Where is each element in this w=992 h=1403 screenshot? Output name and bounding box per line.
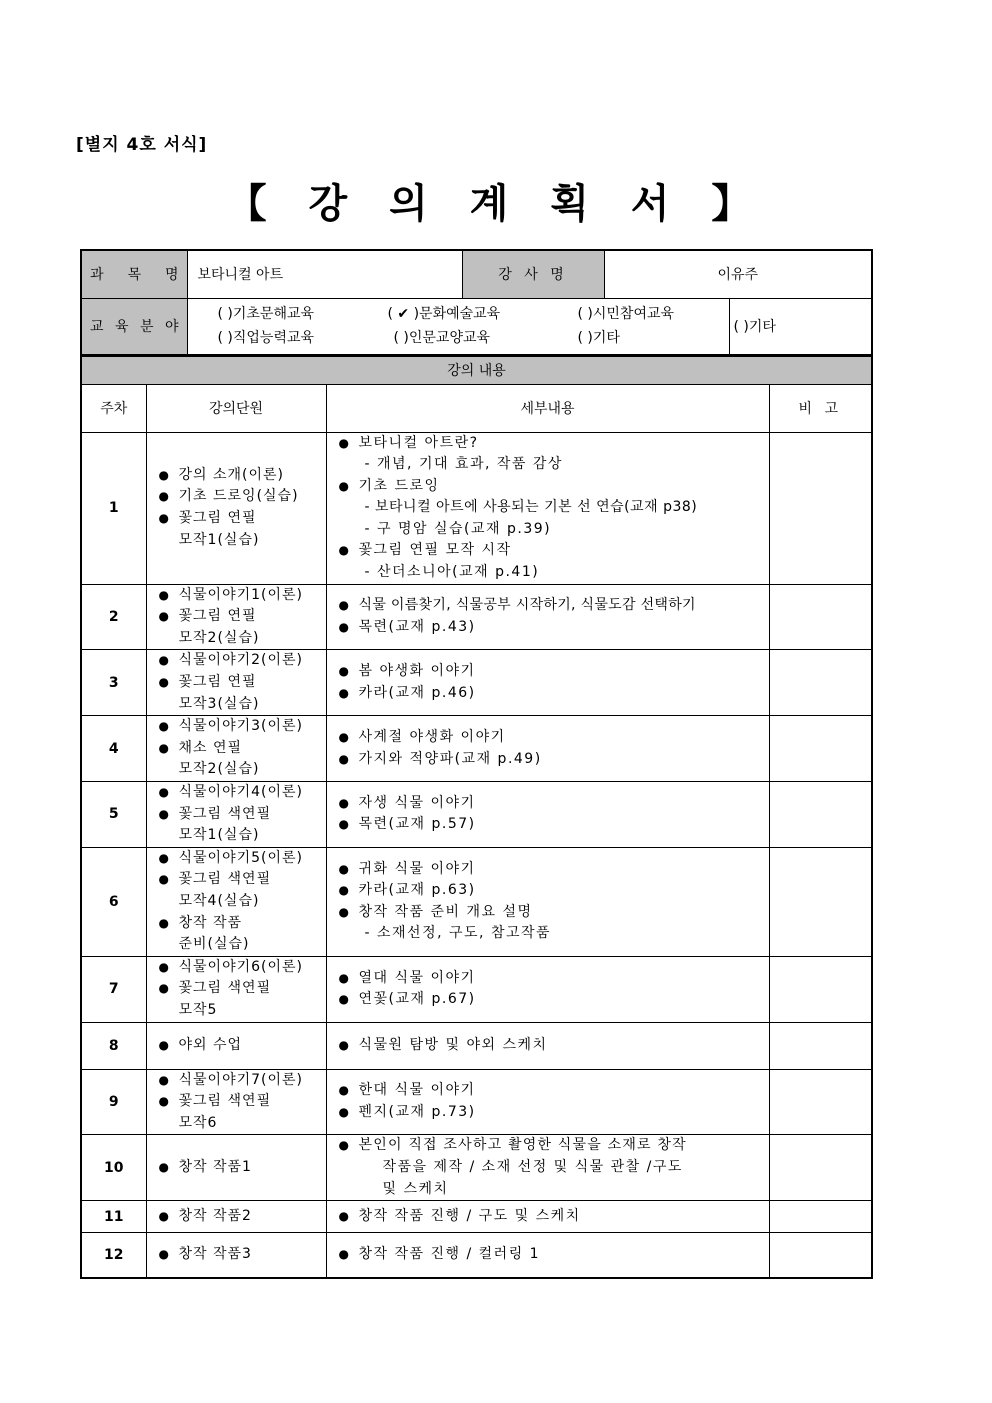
instructor-value: 이유주 <box>604 250 872 298</box>
note-cell <box>769 1022 872 1069</box>
unit-cell <box>146 1069 326 1135</box>
list-item: ● 식물이야기1(이론) <box>159 585 326 607</box>
list-item: 및 스케치 <box>382 1180 449 1197</box>
list-item: ● 목련(교재 p.57) <box>339 814 769 836</box>
week-number: 7 <box>81 956 146 1022</box>
table-row <box>81 650 872 716</box>
table-row <box>81 1135 872 1201</box>
detail-cell <box>326 716 769 782</box>
list-item: ● 창작 작품2 <box>159 1206 326 1228</box>
list-item: 준비(실습) <box>178 936 250 953</box>
week-number: 8 <box>81 1022 146 1069</box>
list-item: ● 자생 식물 이야기 <box>339 793 769 815</box>
list-item: ● 창작 작품 <box>159 913 326 935</box>
page-title: 【 강 의 계 획 서 】 <box>226 181 766 227</box>
table-row <box>81 847 872 956</box>
table-row <box>81 432 872 584</box>
list-item: 모작6 <box>178 1114 218 1131</box>
list-item: ● 한대 식물 이야기 <box>339 1080 769 1102</box>
detail-cell <box>326 1022 769 1069</box>
list-item: ● 꽃그림 색연필 <box>159 869 326 891</box>
detail-cell <box>326 956 769 1022</box>
unit-cell <box>146 716 326 782</box>
list-item: ● 꽃그림 색연필 <box>159 1091 326 1113</box>
note-cell <box>769 956 872 1022</box>
detail-cell <box>326 584 769 650</box>
note-cell <box>769 1233 872 1278</box>
note-cell <box>769 716 872 782</box>
list-item: ● 열대 식물 이야기 <box>339 968 769 990</box>
week-header: 주차 <box>81 384 146 432</box>
week-number: 10 <box>81 1135 146 1201</box>
detail-cell <box>326 1201 769 1233</box>
table-row <box>81 956 872 1022</box>
detail-cell <box>326 782 769 848</box>
list-item: ● 펜지(교재 p.73) <box>339 1102 769 1124</box>
week-number: 5 <box>81 782 146 848</box>
unit-cell <box>146 782 326 848</box>
table-row <box>81 584 872 650</box>
list-item: ● 꽃그림 연필 <box>159 606 326 628</box>
list-item: ● 기초 드로잉(실습) <box>159 486 326 508</box>
list-item: ● 야외 수업 <box>159 1035 326 1057</box>
list-item: ● 강의 소개(이론) <box>159 465 326 487</box>
table-row <box>81 782 872 848</box>
list-item: ● 꽃그림 색연필 <box>159 978 326 1000</box>
week-number: 1 <box>81 432 146 584</box>
week-number: 6 <box>81 847 146 956</box>
list-item: ● 식물이야기7(이론) <box>159 1070 326 1092</box>
list-item: ● 식물이야기3(이론) <box>159 716 326 738</box>
list-item: - 보타니컬 아트에 사용되는 기본 선 연습(교재 p38) <box>364 499 698 516</box>
unit-cell <box>146 432 326 584</box>
week-number: 3 <box>81 650 146 716</box>
unit-cell <box>146 1233 326 1278</box>
note-cell <box>769 1135 872 1201</box>
field-option-other-extra[interactable]: ( )기타 <box>729 298 872 355</box>
unit-cell <box>146 584 326 650</box>
field-option-culture-arts[interactable]: ( ✔ )문화예술교육 <box>387 306 501 323</box>
detail-cell <box>326 650 769 716</box>
course-info-table <box>80 249 873 356</box>
table-row <box>81 1069 872 1135</box>
instructor-label: 강 사 명 <box>462 250 604 298</box>
unit-cell <box>146 1135 326 1201</box>
list-item: - 산더소니아(교재 p.41) <box>364 564 540 581</box>
note-cell <box>769 1201 872 1233</box>
field-option-humanities[interactable]: ( )인문교양교육 <box>393 330 491 347</box>
list-item: ● 창작 작품 준비 개요 설명 <box>339 902 769 924</box>
course-name-value: 보타니컬 아트 <box>187 250 462 298</box>
detail-cell <box>326 1233 769 1278</box>
list-item: ● 채소 연필 <box>159 738 326 760</box>
note-cell <box>769 650 872 716</box>
unit-cell <box>146 847 326 956</box>
unit-cell <box>146 956 326 1022</box>
list-item: ● 연꽃(교재 p.67) <box>339 989 769 1011</box>
education-field-label: 교 육 분 야 <box>81 298 187 355</box>
list-item: 모작1(실습) <box>178 531 260 548</box>
list-item: 모작3(실습) <box>178 695 260 712</box>
list-item: ● 카라(교재 p.63) <box>339 880 769 902</box>
field-option-basic-literacy[interactable]: ( )기초문해교육 <box>217 306 315 323</box>
list-item: ● 꽃그림 색연필 <box>159 804 326 826</box>
field-option-vocational[interactable]: ( )직업능력교육 <box>217 330 315 347</box>
week-number: 12 <box>81 1233 146 1278</box>
note-cell <box>769 847 872 956</box>
list-item: 작품을 제작 / 소재 선정 및 식물 관찰 /구도 <box>382 1159 683 1176</box>
course-name-label: 과 목 명 <box>81 250 187 298</box>
note-cell <box>769 432 872 584</box>
list-item: ● 식물이야기6(이론) <box>159 957 326 979</box>
unit-cell <box>146 1022 326 1069</box>
list-item: ● 식물이야기4(이론) <box>159 782 326 804</box>
field-option-other[interactable]: ( )기타 <box>577 330 620 347</box>
list-item: ● 사계절 야생화 이야기 <box>339 727 769 749</box>
table-row <box>81 716 872 782</box>
note-cell <box>769 584 872 650</box>
education-field-options <box>187 298 729 355</box>
list-item: - 구 명암 실습(교재 p.39) <box>364 520 552 537</box>
list-item: ● 창작 작품 진행 / 컬러링 1 <box>339 1244 769 1266</box>
week-number: 11 <box>81 1201 146 1233</box>
week-number: 9 <box>81 1069 146 1135</box>
list-item: 모작5 <box>178 1001 218 1018</box>
detail-cell <box>326 1069 769 1135</box>
note-cell <box>769 782 872 848</box>
detail-header: 세부내용 <box>326 384 769 432</box>
list-item: ● 목련(교재 p.43) <box>339 617 769 639</box>
list-item: ● 꽃그림 연필 모작 시작 <box>339 540 769 562</box>
unit-cell <box>146 1201 326 1233</box>
list-item: ● 카라(교재 p.46) <box>339 683 769 705</box>
field-option-civic[interactable]: ( )시민참여교육 <box>577 306 675 323</box>
lecture-plan-table <box>80 355 873 1279</box>
list-item: ● 창작 작품 진행 / 구도 및 스케치 <box>339 1206 769 1228</box>
list-item: ● 창작 작품3 <box>159 1244 326 1266</box>
list-item: 모작2(실습) <box>178 629 260 646</box>
week-number: 2 <box>81 584 146 650</box>
list-item: 모작4(실습) <box>178 892 260 909</box>
week-number: 4 <box>81 716 146 782</box>
list-item: 모작1(실습) <box>178 827 260 844</box>
list-item: - 개념, 기대 효과, 작품 감상 <box>364 456 563 473</box>
list-item: ● 꽃그림 연필 <box>159 508 326 530</box>
list-item: ● 봄 야생화 이야기 <box>339 661 769 683</box>
list-item: - 소재선정, 구도, 참고작품 <box>364 925 552 942</box>
list-item: ● 본인이 직접 조사하고 촬영한 식물을 소재로 창작 <box>339 1135 769 1157</box>
list-item: ● 식물원 탐방 및 야외 스케치 <box>339 1035 769 1057</box>
detail-cell <box>326 432 769 584</box>
list-item: ● 식물이야기2(이론) <box>159 650 326 672</box>
list-item: ● 기초 드로잉 <box>339 476 769 498</box>
detail-cell <box>326 847 769 956</box>
list-item: ● 식물 이름찾기, 식물공부 시작하기, 식물도감 선택하기 <box>339 595 769 617</box>
lecture-content-title: 강의 내용 <box>81 356 872 384</box>
table-row <box>81 1233 872 1278</box>
note-cell <box>769 1069 872 1135</box>
table-row <box>81 1201 872 1233</box>
list-item: ● 창작 작품1 <box>159 1157 326 1179</box>
list-item: ● 보타니컬 아트란? <box>339 433 769 455</box>
form-number: [별지 4호 서식] <box>76 135 208 155</box>
unit-cell <box>146 650 326 716</box>
note-header: 비 고 <box>769 384 872 432</box>
list-item: ● 식물이야기5(이론) <box>159 848 326 870</box>
detail-cell <box>326 1135 769 1201</box>
list-item: 모작2(실습) <box>178 761 260 778</box>
list-item: ● 꽃그림 연필 <box>159 672 326 694</box>
list-item: ● 귀화 식물 이야기 <box>339 859 769 881</box>
table-row <box>81 1022 872 1069</box>
list-item: ● 가지와 적양파(교재 p.49) <box>339 749 769 771</box>
unit-header: 강의단원 <box>146 384 326 432</box>
